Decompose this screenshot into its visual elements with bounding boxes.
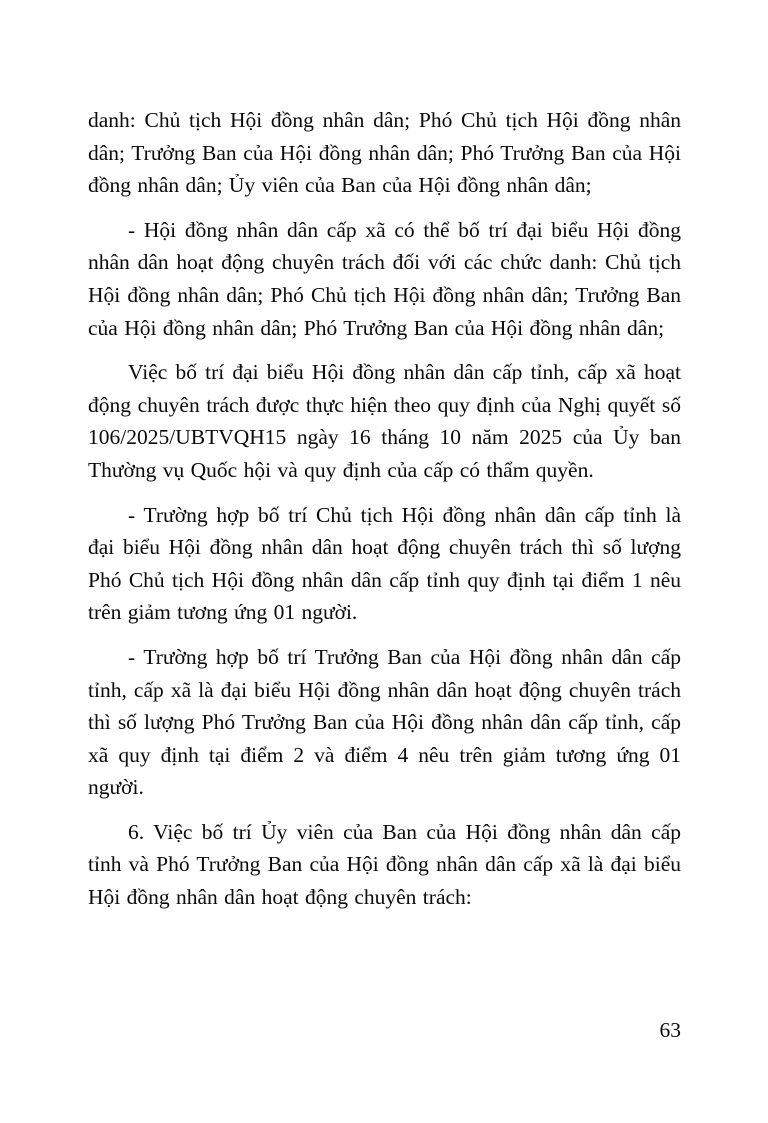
paragraph-section-6: 6. Việc bố trí Ủy viên của Ban của Hội đồng nhân dân cấp tỉnh và Phó Trưởng Ban của Hội đồng nhân dân cấp xã là đại biểu Hội đồng nhân dân hoạt động chuyên trách: — [88, 819, 681, 910]
page-number: 63 — [659, 1018, 681, 1042]
paragraph-dash-item-cap-xa: - Hội đồng nhân dân cấp xã có thể bố trí đại biểu Hội đồng nhân dân hoạt động chuyên trách đối với các chức danh: Chủ tịch Hội đồng nhân dân; Phó Chủ tịch Hội đồng nhân dân; Trưởng Ban của Hội đồng nhân dân; Phó Trưởng Ban của Hội đồng nhân dân; — [88, 217, 681, 340]
paragraph-viec-bo-tri: Việc bố trí đại biểu Hội đồng nhân dân cấp tỉnh, cấp xã hoạt động chuyên trách được thực hiện theo quy định của Nghị quyết số 106/2025/UBTVQH15 ngày 16 tháng 10 năm 2025 của Ủy ban Thường vụ Quốc hội và quy định của cấp có thẩm quyền. — [88, 360, 681, 482]
body-text — [88, 104, 681, 926]
paragraph-dash-truong-hop-truong-ban: - Trường hợp bố trí Trưởng Ban của Hội đồng nhân dân cấp tỉnh, cấp xã là đại biểu Hội đồng nhân dân hoạt động chuyên trách thì số lượng Phó Trưởng Ban của Hội đồng nhân dân cấp tỉnh, cấp xã quy định tại điểm 2 và điểm 4 nêu trên giảm tương ứng 01 người. — [88, 644, 681, 800]
paragraph-dash-truong-hop-chu-tich: - Trường hợp bố trí Chủ tịch Hội đồng nhân dân cấp tỉnh là đại biểu Hội đồng nhân dân hoạt động chuyên trách thì số lượng Phó Chủ tịch Hội đồng nhân dân cấp tỉnh quy định tại điểm 1 nêu trên giảm tương ứng 01 người. — [88, 502, 681, 625]
paragraph-continuation: danh: Chủ tịch Hội đồng nhân dân; Phó Chủ tịch Hội đồng nhân dân; Trưởng Ban của Hội đồng nhân dân; Phó Trưởng Ban của Hội đồng nhân dân; Ủy viên của Ban của Hội đồng nhân dân; — [88, 108, 681, 198]
